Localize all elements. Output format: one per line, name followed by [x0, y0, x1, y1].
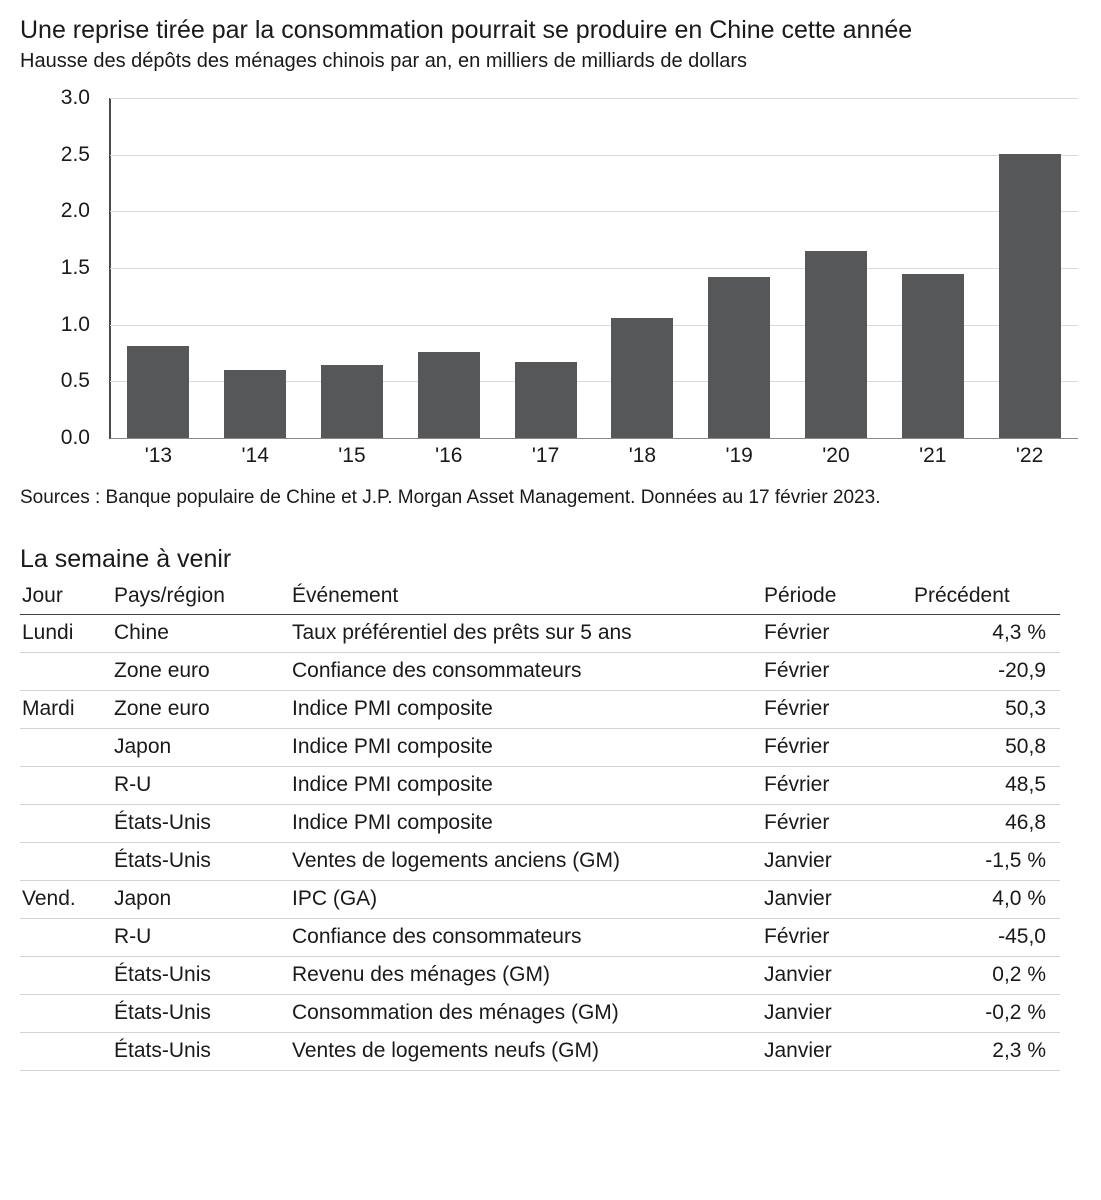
cell-event: Indice PMI composite: [290, 804, 762, 842]
bar: [224, 370, 286, 438]
column-header-previous: Précédent: [912, 580, 1060, 615]
x-axis-tick-label: '22: [1015, 444, 1044, 467]
cell-event: Ventes de logements neufs (GM): [290, 1032, 762, 1070]
cell-region: Japon: [112, 728, 290, 766]
table-row: [20, 766, 1060, 804]
cell-previous: 46,8: [912, 804, 1060, 842]
y-axis-tick-label: 1.0: [60, 312, 90, 336]
bar: [515, 362, 577, 438]
cell-previous: 2,3 %: [912, 1032, 1060, 1070]
table-row: [20, 956, 1060, 994]
cell-region: États-Unis: [112, 842, 290, 880]
bar-slot: [497, 98, 594, 438]
cell-region: R-U: [112, 766, 290, 804]
cell-previous: 0,2 %: [912, 956, 1060, 994]
bar-slot: [304, 98, 401, 438]
column-header-period: Période: [762, 580, 912, 615]
bar: [321, 365, 383, 438]
cell-event: Confiance des consommateurs: [290, 918, 762, 956]
y-axis-tick-label: 3.0: [60, 86, 90, 109]
y-axis-labels: [20, 88, 100, 448]
bar-slot: [788, 98, 885, 438]
column-header-event: Événement: [290, 580, 762, 615]
page-title: Une reprise tirée par la consommation pourrait se produire en Chine cette année: [20, 16, 913, 44]
bar: [127, 346, 189, 438]
x-axis-tick-label: '20: [822, 444, 850, 467]
cell-region: Zone euro: [112, 690, 290, 728]
bar-slot: [207, 98, 304, 438]
bar-slot: [981, 98, 1078, 438]
cell-region: Japon: [112, 880, 290, 918]
table-row: [20, 880, 1060, 918]
week-ahead-title: La semaine à venir: [20, 544, 232, 573]
table-row: [20, 1032, 1060, 1070]
bar-slot: [691, 98, 788, 438]
cell-day: Vend.: [20, 880, 112, 918]
cell-event: Indice PMI composite: [290, 690, 762, 728]
cell-day: [20, 652, 112, 690]
cell-region: Chine: [112, 614, 290, 652]
x-axis-tick-label: '17: [531, 444, 560, 467]
cell-day: [20, 804, 112, 842]
x-axis-tick-label: '14: [241, 444, 269, 467]
column-header-day: Jour: [20, 580, 112, 615]
cell-previous: -45,0: [912, 918, 1060, 956]
bar: [418, 352, 480, 438]
cell-previous: 48,5: [912, 766, 1060, 804]
bar-chart: [20, 88, 1078, 480]
cell-day: [20, 766, 112, 804]
page-subtitle: Hausse des dépôts des ménages chinois par an, en milliers de milliards de dollars: [20, 50, 748, 72]
bar-slot: [400, 98, 497, 438]
cell-period: Février: [762, 728, 912, 766]
cell-previous: -1,5 %: [912, 842, 1060, 880]
table-row: [20, 804, 1060, 842]
bar: [999, 154, 1061, 438]
cell-event: Revenu des ménages (GM): [290, 956, 762, 994]
cell-event: IPC (GA): [290, 880, 762, 918]
cell-period: Janvier: [762, 842, 912, 880]
y-axis-tick-label: 0.5: [60, 369, 90, 393]
x-axis-tick-label: '15: [338, 444, 366, 467]
cell-event: Ventes de logements anciens (GM): [290, 842, 762, 880]
x-axis-tick-label: '18: [628, 444, 657, 467]
cell-period: Janvier: [762, 880, 912, 918]
source-note: Sources : Banque populaire de Chine et J.P. Morgan Asset Management. Données au 17 février 2023.: [20, 487, 881, 508]
y-axis-tick-label: 2.0: [60, 199, 90, 223]
bar: [708, 277, 770, 438]
cell-period: Janvier: [762, 994, 912, 1032]
table-row: [20, 614, 1060, 652]
table-header-row: [20, 580, 1060, 615]
column-header-region: Pays/région: [112, 580, 290, 615]
y-axis-tick-label: 0.0: [60, 426, 90, 449]
cell-event: Consommation des ménages (GM): [290, 994, 762, 1032]
bar: [902, 274, 964, 438]
table-body: [20, 614, 1060, 1070]
cell-region: États-Unis: [112, 994, 290, 1032]
week-ahead-table: [20, 580, 1060, 1071]
cell-day: [20, 1032, 112, 1070]
cell-previous: 4,3 %: [912, 614, 1060, 652]
cell-event: Indice PMI composite: [290, 728, 762, 766]
cell-period: Février: [762, 804, 912, 842]
cell-period: Février: [762, 918, 912, 956]
cell-day: [20, 728, 112, 766]
cell-region: États-Unis: [112, 956, 290, 994]
cell-day: [20, 994, 112, 1032]
cell-day: Lundi: [20, 614, 112, 652]
cell-region: Zone euro: [112, 652, 290, 690]
cell-day: [20, 918, 112, 956]
cell-period: Janvier: [762, 1032, 912, 1070]
bar: [611, 318, 673, 438]
cell-previous: 50,3: [912, 690, 1060, 728]
cell-period: Février: [762, 766, 912, 804]
x-axis-tick-label: '13: [144, 444, 173, 467]
table-row: [20, 728, 1060, 766]
bar-slot: [884, 98, 981, 438]
table-row: [20, 652, 1060, 690]
cell-period: Janvier: [762, 956, 912, 994]
x-axis-tick-label: '19: [725, 444, 753, 467]
cell-day: Mardi: [20, 690, 112, 728]
cell-period: Février: [762, 614, 912, 652]
table-row: [20, 842, 1060, 880]
plot-area: [110, 98, 1078, 438]
bars-container: [110, 98, 1078, 438]
cell-region: États-Unis: [112, 1032, 290, 1070]
cell-day: [20, 842, 112, 880]
x-axis-tick-label: '21: [919, 444, 947, 467]
cell-event: Taux préférentiel des prêts sur 5 ans: [290, 614, 762, 652]
gridline: [110, 438, 1078, 439]
cell-region: États-Unis: [112, 804, 290, 842]
x-axis-labels: [110, 444, 1078, 468]
cell-previous: -0,2 %: [912, 994, 1060, 1032]
y-axis-tick-label: 1.5: [60, 256, 90, 279]
y-axis-tick-label: 2.5: [60, 142, 90, 166]
cell-region: R-U: [112, 918, 290, 956]
cell-day: [20, 956, 112, 994]
table-row: [20, 690, 1060, 728]
cell-period: Février: [762, 652, 912, 690]
cell-previous: 50,8: [912, 728, 1060, 766]
cell-event: Confiance des consommateurs: [290, 652, 762, 690]
bar-slot: [594, 98, 691, 438]
cell-event: Indice PMI composite: [290, 766, 762, 804]
bar: [805, 251, 867, 438]
x-axis-tick-label: '16: [435, 444, 463, 467]
cell-previous: -20,9: [912, 652, 1060, 690]
bar-slot: [110, 98, 207, 438]
cell-period: Février: [762, 690, 912, 728]
cell-previous: 4,0 %: [912, 880, 1060, 918]
table-row: [20, 994, 1060, 1032]
table-row: [20, 918, 1060, 956]
